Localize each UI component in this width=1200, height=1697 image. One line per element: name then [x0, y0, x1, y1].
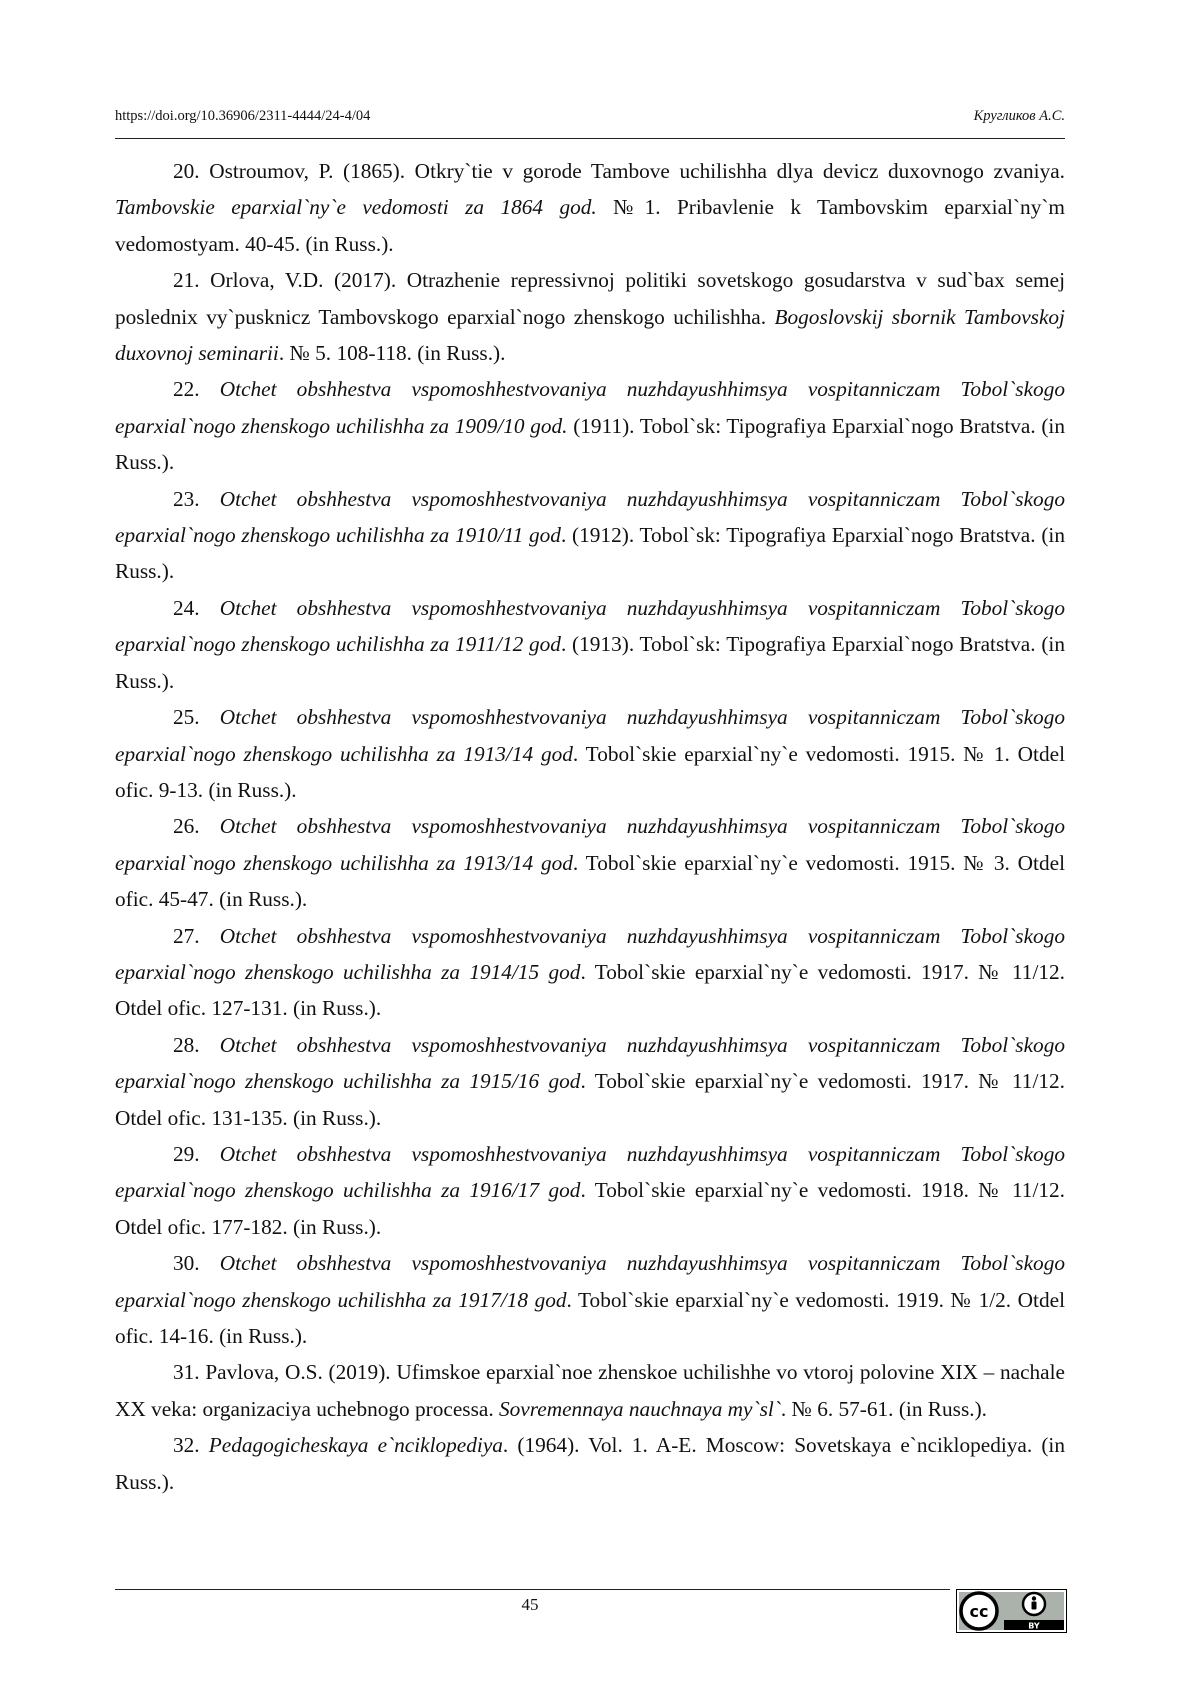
reference-item: [115, 1427, 1065, 1500]
reference-text: . Tobol`skie eparxial`ny`e vedomosti. 1918. № 11/12. Otdel ofic. 177-182. (in Russ.).: [115, 1178, 1065, 1238]
reference-item: [115, 1136, 1065, 1245]
reference-text: . (1913). Tobol`sk: Tipografiya Eparxial`nogo Bratstva. (in Russ.).: [115, 632, 1065, 692]
reference-text: . Tobol`skie eparxial`ny`e vedomosti. 1919. № 1/2. Otdel ofic. 14-16. (in Russ.).: [115, 1288, 1065, 1348]
reference-text: . Tobol`skie eparxial`ny`e vedomosti. 1917. № 11/12. Otdel ofic. 127-131. (in Russ.).: [115, 960, 1065, 1020]
reference-text: . Tobol`skie eparxial`ny`e vedomosti. 1915. № 3. Otdel ofic. 45-47. (in Russ.).: [115, 851, 1065, 911]
page-number: 45: [507, 1593, 553, 1617]
reference-source-title: Otchet obshhestva vspomoshhestvovaniya nuzhdayushhimsya vospitanniczam Tobol`skogo eparxial`nogo zhenskogo uchilishha za 1910/11 god: [115, 487, 1065, 547]
reference-text: . (1964). Vol. 1. A-E. Moscow: Sovetskaya e`nciklopediya. (in Russ.).: [115, 1433, 1065, 1493]
reference-text: 28.: [173, 1033, 220, 1057]
reference-text: №1. Pribavlenie k Tambovskim eparxial`ny`m vedomostyam. 40-45. (in Russ.).: [115, 195, 1065, 255]
reference-source-title: Otchet obshhestva vspomoshhestvovaniya nuzhdayushhimsya vospitanniczam Tobol`skogo eparxial`nogo zhenskogo uchilishha za 1915/16 god: [115, 1033, 1065, 1093]
reference-item: [115, 590, 1065, 699]
reference-item: [115, 808, 1065, 917]
reference-item: [115, 1027, 1065, 1136]
reference-text: 26.: [173, 814, 220, 838]
reference-text: . Tobol`skie eparxial`ny`e vedomosti. 1915. № 1. Otdel ofic. 9-13. (in Russ.).: [115, 742, 1065, 802]
reference-item: [115, 1354, 1065, 1427]
reference-item: [115, 481, 1065, 590]
reference-text: . (1912). Tobol`sk: Tipografiya Eparxial`nogo Bratstva. (in Russ.).: [115, 523, 1065, 583]
reference-text: . № 6. 57-61. (in Russ.).: [781, 1397, 987, 1421]
reference-text: 25.: [173, 705, 220, 729]
reference-text: 32.: [173, 1433, 209, 1457]
reference-item: [115, 371, 1065, 480]
reference-item: [115, 918, 1065, 1027]
reference-list: [115, 153, 1065, 1500]
reference-source-title: Otchet obshhestva vspomoshhestvovaniya nuzhdayushhimsya vospitanniczam Tobol`skogo eparxial`nogo zhenskogo uchilishha za 1913/14 god: [115, 814, 1065, 874]
reference-text: 29.: [173, 1142, 220, 1166]
reference-source-title: Otchet obshhestva vspomoshhestvovaniya nuzhdayushhimsya vospitanniczam Tobol`skogo eparxial`nogo zhenskogo uchilishha za 1914/15 god: [115, 924, 1065, 984]
reference-text: 23.: [173, 487, 220, 511]
reference-item: [115, 699, 1065, 808]
running-header: [115, 104, 1065, 139]
reference-source-title: Tambovskie eparxial`ny`e vedomosti za 1864 god.: [115, 195, 597, 219]
reference-text: . Tobol`skie eparxial`ny`e vedomosti. 1917. № 11/12. Otdel ofic. 131-135. (in Russ.).: [115, 1069, 1065, 1129]
reference-source-title: Otchet obshhestva vspomoshhestvovaniya nuzhdayushhimsya vospitanniczam Tobol`skogo eparxial`nogo zhenskogo uchilishha za 1916/17 god: [115, 1142, 1065, 1202]
reference-item: [115, 262, 1065, 371]
reference-item: [115, 1245, 1065, 1354]
reference-text: 21. Orlova, V.D. (2017). Otrazhenie repressivnoj politiki sovetskogo gosudarstva v sud`bax semej poslednix vy`pusknicz Tambovskogo eparxial`nogo zhenskogo uchilishha.: [115, 268, 1065, 328]
cc-logo-text: cc: [970, 1602, 989, 1621]
reference-text: . № 5. 108-118. (in Russ.).: [279, 341, 506, 365]
reference-source-title: Sovremennaya nauchnaya my`sl`: [499, 1397, 781, 1421]
reference-text: 27.: [173, 924, 220, 948]
reference-text: 31. Pavlova, O.S. (2019). Ufimskoe eparxial`noe zhenskoe uchilishhe vo vtoroj polovine XIX – nachale XX veka: organizaciya uchebnogo processa.: [115, 1360, 1065, 1420]
reference-text: 22.: [173, 377, 220, 401]
author-name: Кругликов А.С.: [974, 106, 1065, 126]
reference-text: 20. Ostroumov, P. (1865). Otkry`tie v gorode Tambove uchilishha dlya devicz duxovnogo zvaniya.: [173, 159, 1065, 183]
reference-source-title: Pedagogicheskaya e`nciklopediya: [209, 1433, 503, 1457]
footer-divider: [115, 1589, 950, 1590]
by-label: BY: [1028, 1622, 1040, 1631]
reference-source-title: Bogoslovskij sbornik Tambovskoj duxovnoj seminarii: [115, 305, 1065, 365]
reference-source-title: Otchet obshhestva vspomoshhestvovaniya nuzhdayushhimsya vospitanniczam Tobol`skogo eparxial`nogo zhenskogo uchilishha za 1917/18 god: [115, 1251, 1065, 1311]
reference-text: 24.: [173, 596, 220, 620]
reference-source-title: Otchet obshhestva vspomoshhestvovaniya nuzhdayushhimsya vospitanniczam Tobol`skogo eparxial`nogo zhenskogo uchilishha za 1909/10 god.: [115, 377, 1065, 437]
reference-source-title: Otchet obshhestva vspomoshhestvovaniya nuzhdayushhimsya vospitanniczam Tobol`skogo eparxial`nogo zhenskogo uchilishha za 1913/14 god: [115, 705, 1065, 765]
cc-by-license-badge[interactable]: [956, 1589, 1067, 1633]
doi-link[interactable]: https://doi.org/10.36906/2311-4444/24-4/04: [115, 106, 370, 126]
reference-text: 30.: [173, 1251, 220, 1275]
reference-item: [115, 153, 1065, 262]
reference-source-title: Otchet obshhestva vspomoshhestvovaniya nuzhdayushhimsya vospitanniczam Tobol`skogo eparxial`nogo zhenskogo uchilishha za 1911/12 god: [115, 596, 1065, 656]
reference-text: (1911). Tobol`sk: Tipografiya Eparxial`nogo Bratstva. (in Russ.).: [115, 414, 1065, 474]
